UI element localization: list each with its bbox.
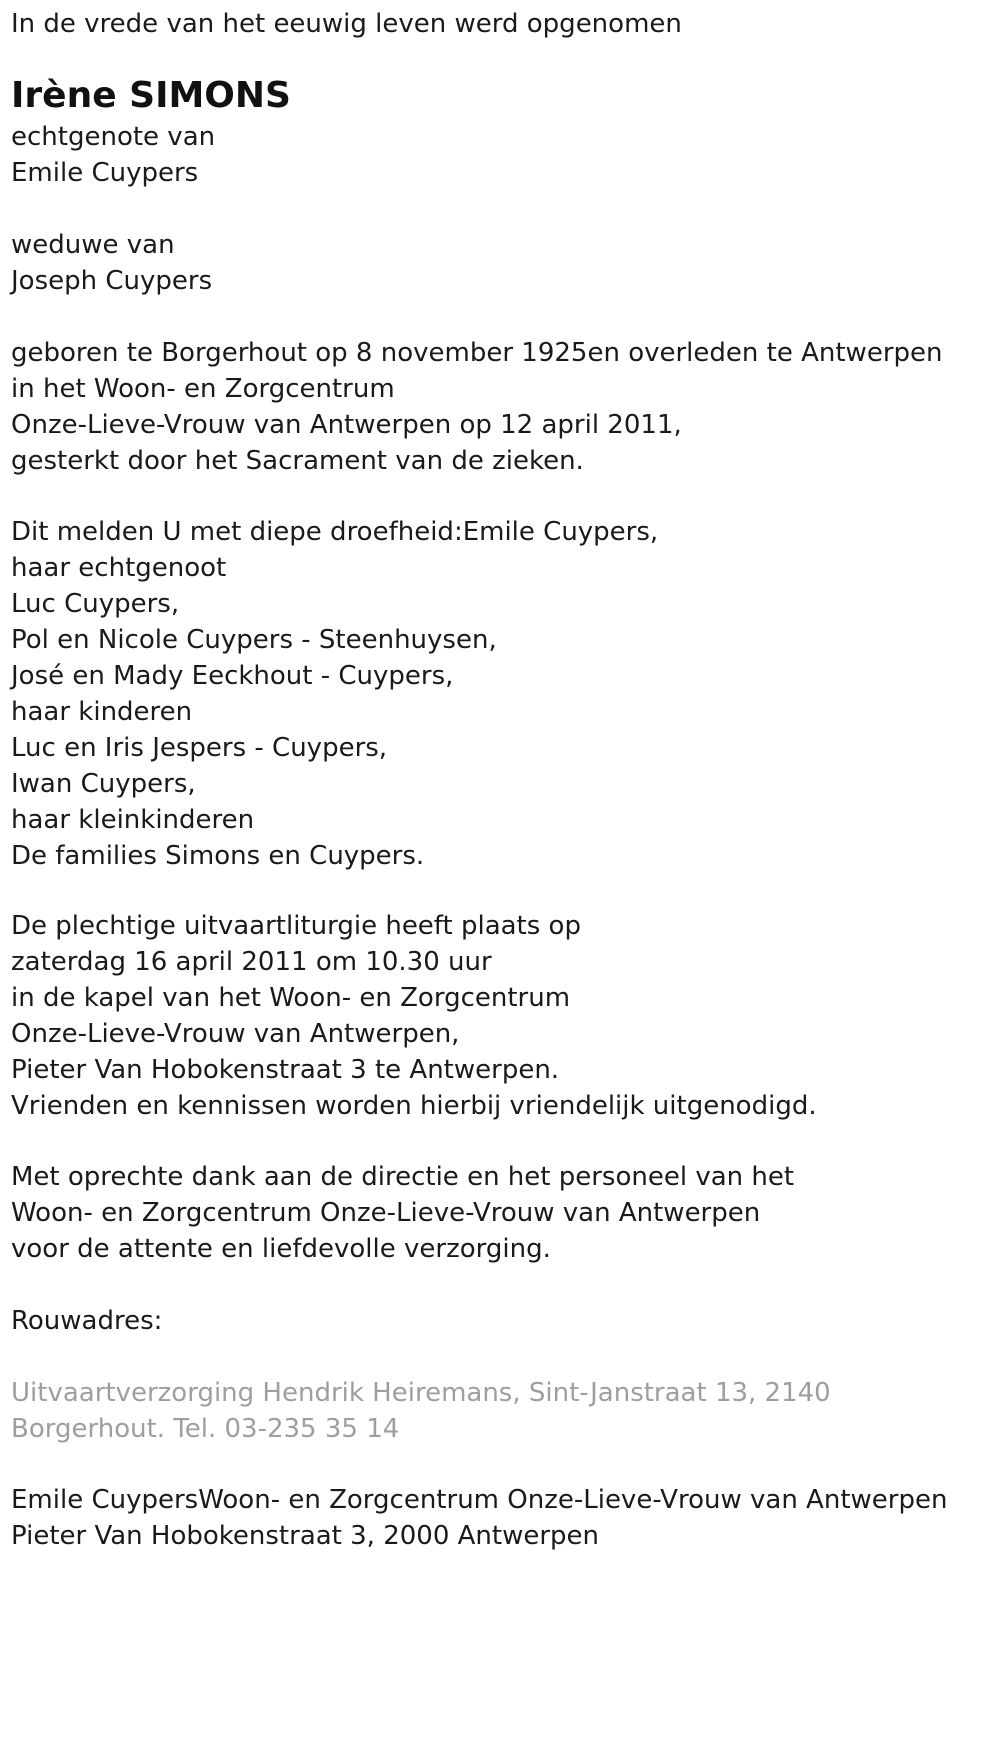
birth-death-line: gesterkt door het Sacrament van de zieken. [11,446,584,476]
birth-death-line: geboren te Borgerhout op 8 november 1925en overleden te Antwerpen [11,338,943,368]
thanks-line: voor de attente en liefdevolle verzorging. [11,1234,551,1264]
ceremony-line: in de kapel van het Woon- en Zorgcentrum [11,983,571,1013]
funeral-home-line: Borgerhout. Tel. 03-235 35 14 [11,1414,400,1444]
family-line: haar echtgenoot [11,553,227,583]
widow-name: Joseph Cuypers [11,266,213,296]
funeral-home-line: Uitvaartverzorging Hendrik Heiremans, Sint-Janstraat 13, 2140 [11,1378,831,1408]
family-line: José en Mady Eeckhout - Cuypers, [11,661,454,691]
ceremony-line: De plechtige uitvaartliturgie heeft plaats op [11,911,581,941]
thanks-line: Woon- en Zorgcentrum Onze-Lieve-Vrouw van Antwerpen [11,1198,761,1228]
family-line: Iwan Cuypers, [11,769,196,799]
spouse-label: echtgenote van [11,122,216,152]
ceremony-line: Pieter Van Hobokenstraat 3 te Antwerpen. [11,1055,560,1085]
family-line: haar kinderen [11,697,193,727]
birth-death-line: Onze-Lieve-Vrouw van Antwerpen op 12 april 2011, [11,410,682,440]
mourning-address-line: Pieter Van Hobokenstraat 3, 2000 Antwerpen [11,1521,600,1551]
spouse-name: Emile Cuypers [11,158,199,188]
ceremony-line: zaterdag 16 april 2011 om 10.30 uur [11,947,492,977]
birth-death-line: in het Woon- en Zorgcentrum [11,374,395,404]
family-line: Luc en Iris Jespers - Cuypers, [11,733,388,763]
address-label: Rouwadres: [11,1306,163,1336]
family-line: haar kleinkinderen [11,805,255,835]
ceremony-line: Onze-Lieve-Vrouw van Antwerpen, [11,1019,460,1049]
family-line: Luc Cuypers, [11,589,180,619]
mourning-address-line: Emile CuypersWoon- en Zorgcentrum Onze-Lieve-Vrouw van Antwerpen [11,1485,948,1515]
widow-label: weduwe van [11,230,175,260]
family-line: De families Simons en Cuypers. [11,841,425,871]
family-line: Dit melden U met diepe droefheid:Emile Cuypers, [11,517,659,547]
intro-text: In de vrede van het eeuwig leven werd opgenomen [11,9,682,39]
thanks-line: Met oprechte dank aan de directie en het personeel van het [11,1162,795,1192]
family-line: Pol en Nicole Cuypers - Steenhuysen, [11,625,497,655]
deceased-name: Irène SIMONS [11,75,291,116]
ceremony-line: Vrienden en kennissen worden hierbij vriendelijk uitgenodigd. [11,1091,817,1121]
